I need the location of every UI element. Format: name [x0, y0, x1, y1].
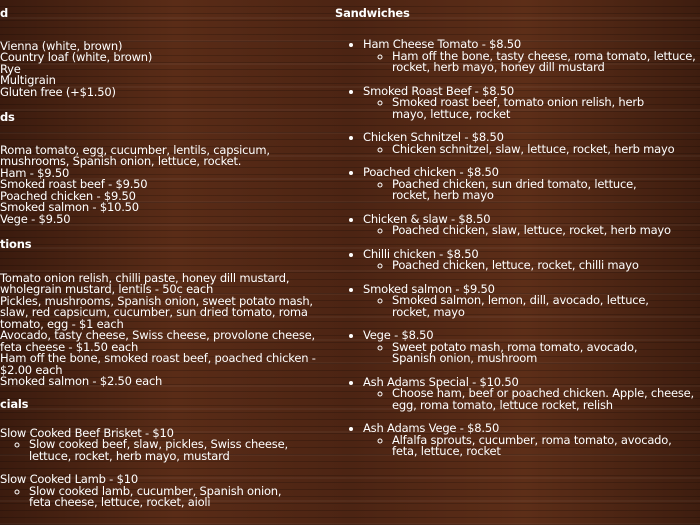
sandwich-description: ◦ Ham off the bone, tasty cheese, roma tomato, lettuce, rocket, herb mayo, honey dill mustard [392, 51, 697, 74]
sandwich-name: Chilli chicken - $8.50 [363, 246, 479, 261]
special-name: Slow Cooked Beef Brisket - $10 [0, 425, 174, 440]
list-item [363, 211, 697, 237]
list-item: Smoked salmon - $10.50 [0, 200, 139, 214]
list-item [363, 83, 697, 121]
list-item: Ham off the bone, smoked roast beef, poached chicken - $2.00 each [0, 351, 316, 377]
list-item: Country loaf (white, brown) [0, 50, 153, 64]
list-item: Poached chicken - $9.50 [0, 188, 136, 203]
list-item: Gluten free (+$1.50) [0, 84, 116, 99]
special-description: ◦ Slow cooked beef, slaw, pickles, Swiss cheese, lettuce, rocket, herb mayo, mustard [29, 439, 297, 462]
list-item [363, 246, 697, 272]
special-name: Slow Cooked Lamb - $10 [0, 472, 138, 486]
additions-section [0, 239, 330, 388]
list-item [363, 132, 697, 155]
list-item: Vienna (white, brown) [0, 38, 123, 53]
sandwich-name: Ash Adams Special - $10.50 [363, 374, 519, 389]
sandwich-description: ◦ Poached chicken, slaw, lettuce, rocket, herb mayo [392, 225, 697, 237]
list-item [363, 374, 697, 412]
bread-section [0, 8, 330, 98]
sandwich-name: Smoked salmon - $9.50 [363, 281, 495, 296]
list-item [363, 281, 697, 319]
sandwich-description: ◦ Sweet potato mash, roma tomato, avocado, Spanish onion, mushroom [392, 342, 654, 365]
sandwich-description: ◦ Smoked roast beef, tomato onion relish, herb mayo, lettuce, rocket [392, 97, 654, 120]
sandwich-description: ◦ Poached chicken, lettuce, rocket, chilli mayo [392, 260, 697, 272]
list-item: Tomato onion relish, chilli paste, honey dill mustard, wholegrain mustard, lentils - 50c each [0, 270, 290, 296]
sandwich-description: ◦ Chicken schnitzel, slaw, lettuce, rocket, herb mayo [392, 144, 697, 156]
list-item: Multigrain [0, 73, 56, 87]
list-item: Roma tomato, egg, cucumber, lentils, capsicum, mushrooms, Spanish onion, lettuce, rocket. [0, 142, 270, 168]
additions-list [0, 270, 318, 388]
section-heading-additions: tions [0, 237, 32, 251]
bread-list [0, 38, 330, 99]
section-heading-salads: ds [0, 110, 15, 124]
list-item: Rye [0, 61, 21, 76]
section-heading-specials: cials [0, 397, 29, 411]
sandwiches-list [335, 39, 697, 458]
list-item [363, 167, 697, 202]
sandwich-name: Vege - $8.50 [363, 328, 434, 342]
special-description: ◦ Slow cooked lamb, cucumber, Spanish onion, feta cheese, lettuce, rocket, aioli [29, 486, 297, 509]
sandwich-description: ◦ Poached chicken, sun dried tomato, lettuce, rocket, herb mayo [392, 179, 654, 202]
sandwich-name: Ash Adams Vege - $8.50 [363, 421, 500, 435]
sandwich-name: Chicken Schnitzel - $8.50 [363, 130, 504, 144]
sandwich-description: ◦ Smoked salmon, lemon, dill, avocado, lettuce, rocket, mayo [392, 295, 660, 318]
list-item [363, 330, 697, 365]
list-item: Vege - $9.50 [0, 211, 71, 226]
specials-section [0, 399, 330, 509]
list-item: Ham - $9.50 [0, 165, 70, 180]
sandwich-description: ◦ Alfalfa sprouts, cucumber, roma tomato, avocado, feta, lettuce, rocket [392, 435, 697, 458]
list-item [0, 425, 330, 463]
sandwich-name: Ham Cheese Tomato - $8.50 [363, 37, 522, 51]
list-item [363, 423, 697, 458]
sandwich-name: Chicken & slaw - $8.50 [363, 211, 491, 226]
list-item: Pickles, mushrooms, Spanish onion, sweet potato mash, slaw, red capsicum, cucumber, sun dried tomato, roma tomato, egg - $1 each [0, 293, 313, 331]
specials-list [0, 425, 330, 509]
section-heading-bread: d [0, 6, 9, 20]
salads-section [0, 112, 330, 225]
list-item [0, 474, 330, 509]
list-item: Smoked salmon - $2.50 each [0, 374, 163, 388]
sandwich-description: ◦ Choose ham, beef or poached chicken. Apple, cheese, egg, roma tomato, lettuce rocket, relish [392, 388, 697, 411]
salads-list [0, 142, 282, 226]
list-item: Avocado, tasty cheese, Swiss cheese, provolone cheese, feta cheese - $1.50 each [0, 328, 315, 354]
section-heading-sandwiches: Sandwiches [335, 6, 410, 20]
sandwich-name: Smoked Roast Beef - $8.50 [363, 83, 515, 98]
sandwich-name: Poached chicken - $8.50 [363, 165, 499, 179]
list-item [363, 39, 697, 74]
list-item: Smoked roast beef - $9.50 [0, 177, 148, 191]
